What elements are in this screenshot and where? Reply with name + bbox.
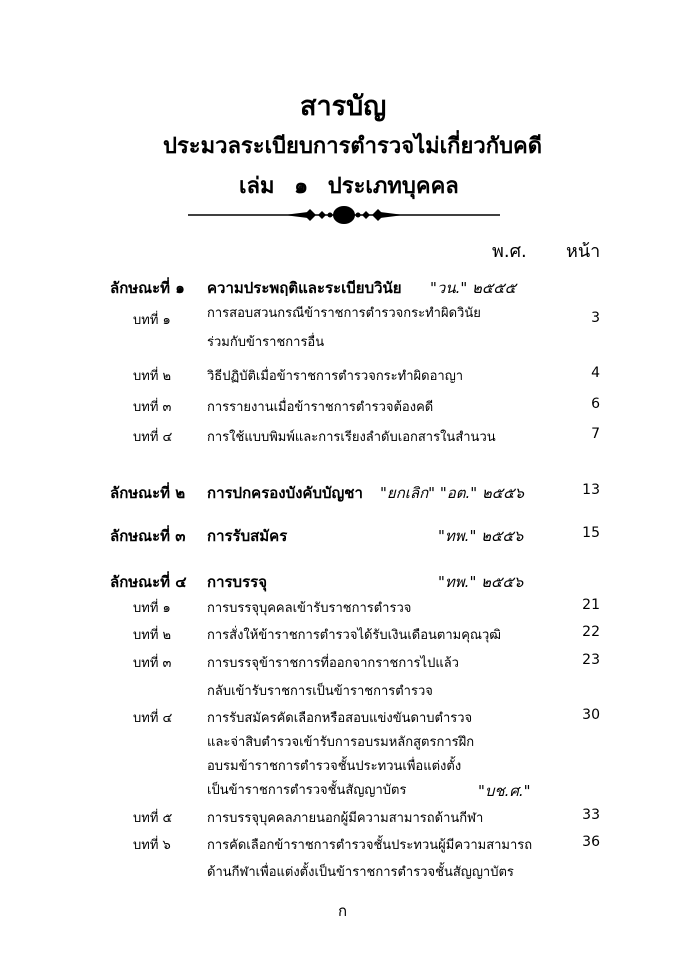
chapter-title: การรับสมัครคัดเลือกหรือสอบแข่งขันดาบตำรวจ	[207, 711, 473, 726]
page-number: 3	[591, 310, 600, 326]
page-number: 22	[582, 624, 600, 640]
header-page: หน้า	[566, 241, 601, 262]
section-4-title: การบรรจุ	[207, 573, 267, 591]
chapter-label: บทที่ ๑	[133, 601, 171, 616]
chapter-title: การสั่งให้ข้าราชการตำรวจได้รับเงินเดือนตามคุณวุฒิ	[207, 628, 502, 643]
page-number: 36	[582, 834, 600, 850]
volume-title: เล่ม ๑ ประเภทบุคคล	[239, 174, 459, 199]
chapter-title: การรายงานเมื่อข้าราชการตำรวจต้องคดี	[207, 400, 434, 415]
section-1-label: ลักษณะที่ ๑	[110, 279, 185, 297]
page-number: 6	[591, 396, 600, 412]
chapter-title: การคัดเลือกข้าราชการตำรวจชั้นประทวนผู้มีความสามารถ	[207, 838, 533, 853]
section-1-ref: "วน." ๒๕๕๕	[430, 279, 516, 297]
page-number: 4	[591, 365, 600, 381]
chapter-title: เป็นข้าราชการตำรวจชั้นสัญญาบัตร	[207, 783, 407, 798]
section-1-title: ความประพฤติและระเบียบวินัย	[207, 279, 402, 297]
page-number: 23	[582, 652, 600, 668]
section-4-label: ลักษณะที่ ๔	[110, 573, 187, 591]
chapter-label: บทที่ ๒	[133, 628, 172, 643]
page-number: 7	[591, 426, 600, 442]
chapter-label: บทที่ ๔	[133, 711, 173, 726]
chapter-label: บทที่ ๒	[133, 369, 172, 384]
section-4-ref: "ทพ." ๒๕๕๖	[438, 573, 524, 591]
page-number: 13	[582, 482, 600, 498]
chapter-title: ด้านกีฬาเพื่อแต่งตั้งเป็นข้าราชการตำรวจชั้นสัญญาบัตร	[207, 865, 514, 880]
chapter-title: การสอบสวนกรณีข้าราชการตำรวจกระทำผิดวินัย	[207, 306, 481, 321]
chapter-label: บทที่ ๖	[133, 838, 171, 853]
chapter-title: กลับเข้ารับราชการเป็นข้าราชการตำรวจ	[207, 684, 433, 699]
document-subtitle: ประมวลระเบียบการตำรวจไม่เกี่ยวกับคดี	[163, 134, 543, 159]
chapter-title: การบรรจุบุคคลเข้ารับราชการตำรวจ	[207, 601, 412, 616]
page-number: 30	[582, 707, 600, 723]
footer-page-number: ก	[338, 902, 348, 920]
section-2-label: ลักษณะที่ ๒	[110, 484, 186, 502]
chapter-ref: "บช.ศ."	[478, 782, 531, 800]
chapter-label: บทที่ ๑	[133, 313, 171, 328]
section-3-title: การรับสมัคร	[207, 527, 288, 545]
chapter-label: บทที่ ๓	[133, 400, 172, 415]
chapter-title: ร่วมกับข้าราชการอื่น	[207, 335, 325, 350]
chapter-title: อบรมข้าราชการตำรวจชั้นประทวนเพื่อแต่งตั้ง	[207, 759, 462, 774]
chapter-title: การใช้แบบพิมพ์และการเรียงลำดับเอกสารในสำนวน	[207, 430, 496, 445]
chapter-title: การบรรจุข้าราชการที่ออกจากราชการไปแล้ว	[207, 656, 459, 671]
section-3-ref: "ทพ." ๒๕๕๖	[438, 527, 524, 545]
section-3-label: ลักษณะที่ ๓	[110, 527, 186, 545]
page-number: 15	[582, 525, 600, 541]
page-number: 33	[582, 807, 600, 823]
section-2-ref: "ยกเลิก" "อต." ๒๕๕๖	[380, 484, 525, 502]
page-title: สารบัญ	[300, 91, 387, 122]
chapter-label: บทที่ ๕	[133, 811, 173, 826]
header-year: พ.ศ.	[492, 241, 527, 262]
chapter-label: บทที่ ๓	[133, 656, 172, 671]
section-2-title: การปกครองบังคับบัญชา	[207, 484, 363, 502]
chapter-title: วิธีปฏิบัติเมื่อข้าราชการตำรวจกระทำผิดอาญา	[207, 369, 464, 384]
chapter-title: และจ่าสิบตำรวจเข้ารับการอบรมหลักสูตรการฝึก	[207, 735, 475, 750]
ornament-divider	[188, 203, 500, 227]
page-number: 21	[582, 597, 600, 613]
chapter-label: บทที่ ๔	[133, 430, 173, 445]
chapter-title: การบรรจุบุคคลภายนอกผู้มีความสามารถด้านกีฬา	[207, 811, 484, 826]
